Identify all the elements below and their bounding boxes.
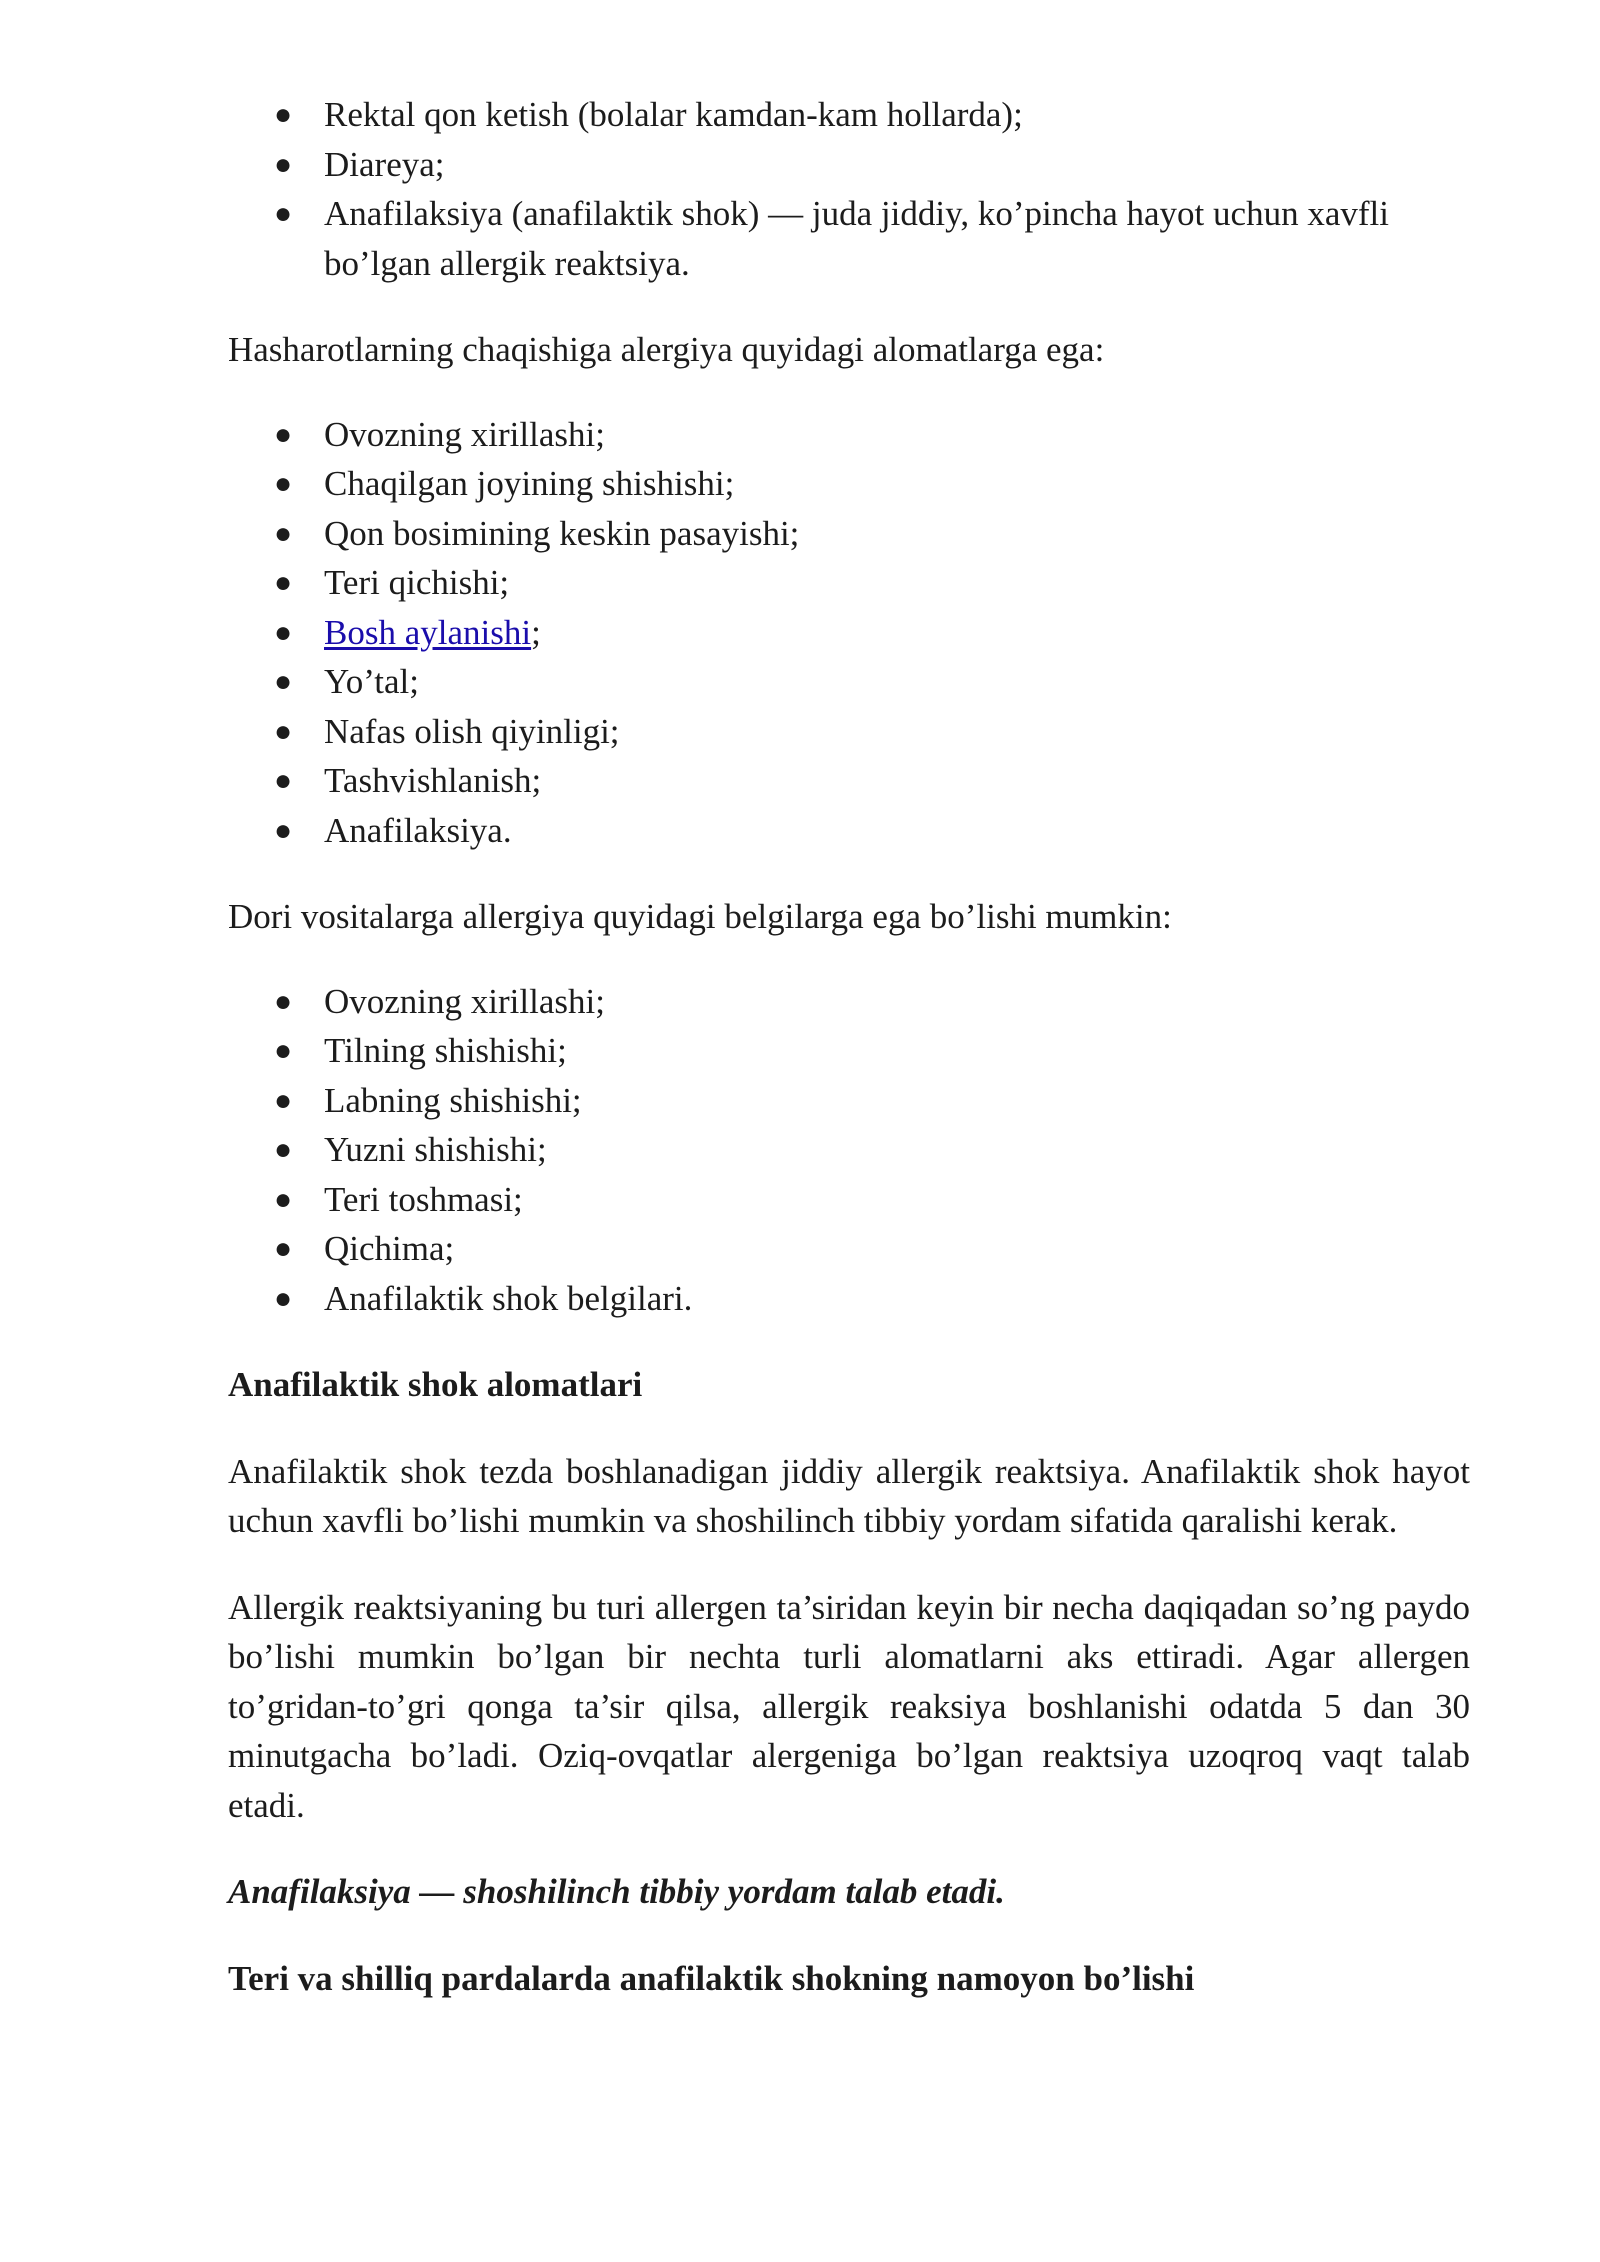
section-heading-anaphylaxis-symptoms: Anafilaktik shok alomatlari — [228, 1365, 643, 1404]
symptom-list-continued — [228, 90, 1470, 288]
drug-allergy-symptom-list — [228, 977, 1470, 1324]
bullet-icon: ● — [274, 1133, 293, 1166]
bullet-icon: ● — [274, 417, 293, 451]
bullet-icon: ● — [274, 147, 293, 181]
bullet-icon: ● — [274, 714, 293, 748]
list-item: ● Qichima; — [228, 1224, 1470, 1274]
list-item: ● Tilning shishishi; — [228, 1026, 1470, 1076]
list-item: ● Anafilaksiya (anafilaktik shok) — juda jiddiy, ko’pincha hayot uchun xavfli bo’lgan allergik reaktsiya. — [228, 189, 1470, 288]
bullet-icon: ● — [274, 665, 293, 698]
bullet-icon: ● — [274, 566, 293, 599]
list-item: ● Ovozning xirillashi; — [228, 410, 1470, 460]
bosh-aylanishi-link[interactable]: Bosh aylanishi — [324, 612, 532, 652]
bullet-icon: ● — [274, 1034, 293, 1067]
drug-allergy-intro: Dori vositalarga allergiya quyidagi belgilarga ega bo’lishi mumkin: — [228, 897, 1172, 936]
insect-allergy-intro: Hasharotlarning chaqishiga alergiya quyidagi alomatlarga ega: — [228, 330, 1105, 369]
list-item: ● Anafilaksiya. — [228, 806, 1470, 856]
bullet-icon: ● — [274, 984, 293, 1018]
document-page — [228, 90, 1470, 2003]
list-item: ● Qon bosimining keskin pasayishi; — [228, 509, 1470, 559]
emphasis-emergency-note: Anafilaksiya — shoshilinch tibbiy yordam talab etadi. — [228, 1872, 1005, 1911]
bullet-icon: ● — [274, 1232, 293, 1265]
bullet-icon: ● — [274, 1182, 293, 1216]
list-item: ● Yuzni shishishi; — [228, 1125, 1470, 1175]
section-heading-skin-manifestations: Teri va shilliq pardalarda anafilaktik shokning namoyon bo’lishi — [228, 1958, 1195, 1998]
bullet-icon: ● — [274, 1281, 293, 1315]
insect-allergy-symptom-list — [228, 410, 1470, 856]
bullet-icon: ● — [274, 615, 293, 649]
bullet-icon: ● — [274, 516, 293, 550]
list-item: ● Yo’tal; — [228, 657, 1470, 707]
bullet-icon: ● — [274, 98, 293, 131]
list-item: ● Chaqilgan joyining shishishi; — [228, 459, 1470, 509]
bullet-icon: ● — [274, 1083, 293, 1117]
bullet-icon: ● — [274, 467, 293, 500]
bullet-icon: ● — [274, 764, 293, 797]
list-item: ● Teri toshmasi; — [228, 1175, 1470, 1225]
list-item: ● Rektal qon ketish (bolalar kamdan-kam hollarda); — [228, 90, 1470, 140]
paragraph-reaction-onset: Allergik reaktsiyaning bu turi allergen ta’siridan keyin bir necha daqiqadan so’ng paydo bo’lishi mumkin bo’lgan bir nechta turli alomatlarni aks ettiradi. Agar allergen to’gridan-to’gri qonga ta’sir qilsa, allergik reaksiya boshlanishi odatda 5 dan 30 minutgacha bo’ladi. Oziq-ovqatlar alergeniga bo’lgan reaktsiya uzoqroq vaqt talab etadi. — [228, 1587, 1470, 1825]
list-item: ● Labning shishishi; — [228, 1076, 1470, 1126]
list-item: ● Anafilaktik shok belgilari. — [228, 1274, 1470, 1324]
bullet-icon: ● — [274, 197, 293, 230]
bullet-icon: ● — [274, 813, 293, 847]
list-item: ● Bosh aylanishi; — [228, 608, 1470, 658]
list-item: ● Tashvishlanish; — [228, 756, 1470, 806]
list-item: ● Ovozning xirillashi; — [228, 977, 1470, 1027]
list-item: ● Teri qichishi; — [228, 558, 1470, 608]
list-item: ● Nafas olish qiyinligi; — [228, 707, 1470, 757]
list-item: ● Diareya; — [228, 140, 1470, 190]
paragraph-anaphylaxis-definition: Anafilaktik shok tezda boshlanadigan jiddiy allergik reaktsiya. Anafilaktik shok hayot uchun xavfli bo’lishi mumkin va shoshilinch tibbiy yordam sifatida qaralishi kerak. — [228, 1451, 1470, 1540]
